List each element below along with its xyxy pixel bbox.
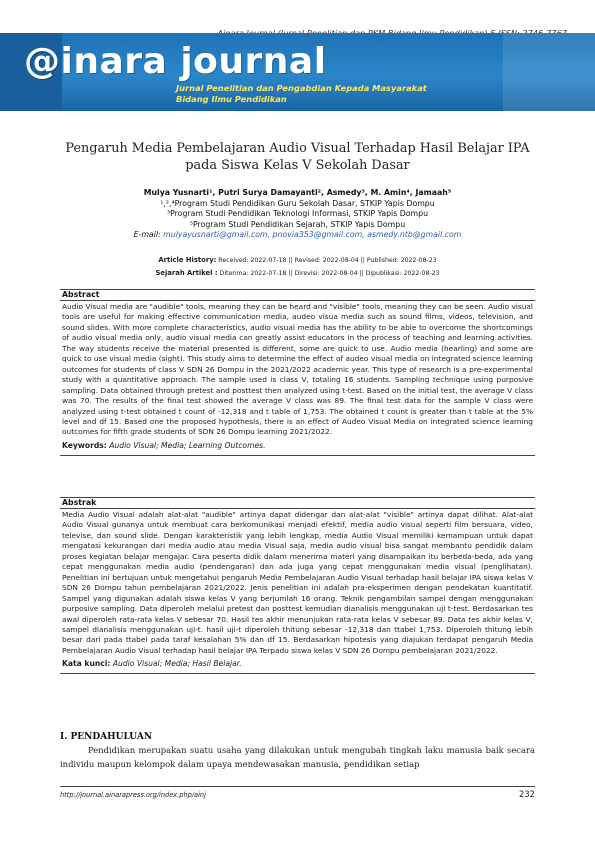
sejarah-artikel-line (60, 267, 535, 280)
footer-url[interactable]: http://journal.ainarapress.org/index.php/ainj (60, 791, 206, 799)
affiliation-1: ¹,²,⁴Program Studi Pendidikan Guru Sekolah Dasar, STKIP Yapis Dompu (160, 198, 435, 208)
email-line (50, 230, 545, 241)
sejarah-artikel-label: Sejarah Artikel : (155, 269, 218, 277)
author-block (50, 188, 545, 241)
author-names: Mulya Yusnarti¹, Putri Surya Damayanti², Asmedy³, M. Amin⁴, Jamaah⁵ (143, 188, 452, 197)
keywords-label: Keywords: (62, 440, 107, 450)
banner-subtitle-line1: Jurnal Penelitian dan Pengabdian Kepada Masyarakat (176, 83, 427, 93)
article-history-dates: Received: 2022-07-18 || Revised: 2022-08-04 || Published: 2022-08-23 (216, 257, 437, 264)
article-history-line (60, 254, 535, 267)
intro-paragraph (60, 744, 535, 771)
paper-title (60, 140, 535, 174)
abstract-indonesian (60, 497, 535, 674)
page-number: 232 (519, 789, 535, 799)
section-heading-pendahuluan: I. PENDAHULUAN (60, 732, 153, 742)
abstract-body: Audio Visual media are "audible" tools, meaning they can be heard and "visible" tools, meaning they can be seen. Audio visual tools are useful for making effective communication media, audeo visua media such as sound films, videos, television, and sound slides. With more complete characteristics, audio visual media has the ability to be able to overcome the shortcomings of audio visual media only, audio visual media can greatly assist educators in the process of teaching and learning activities. The way students receive the material presented is different, some are quick to use. Audio media (hearling) and some are quick to use visual media (sight). This study aims to determine the effect of audeo visual media on integrated science learning outcomes for students of class V SDN 26 Dompu in the 2021/2022 academic year. This type of research is a pre-experimental study with a quantitative approach. The sample used is class V, totaling 16 students. Sampling technique using purposive sampling. Data obtained through pretest and posttest then analyzed using t-test. Based on the initial test, the average V class was 70. The results of the final test showed the average V class was 89. The final test data for the sample V class were analyzed using t-test obtained t count of -12,318 and t table of 1,753. The obtained t count is greater than t table at the 5% level and df 15. Based one the proposed hypothesis, there is an effect of Audeo Visual Media on integrated science learning outcomes for fifth grade students of SDN 26 Dompu learning 2021/2022. (62, 302, 533, 437)
article-history (60, 254, 535, 280)
article-history-label: Article History: (158, 256, 217, 264)
kata-kunci (60, 656, 535, 673)
banner-subtitle-line2: Bidang Ilmu Pendidikan (176, 94, 287, 104)
email-links[interactable]: mulyayusnarti@gmail.com, pnovia353@gmail.com, asmedy.ntb@gmail.com (163, 230, 462, 239)
kata-kunci-text: Audio Visual; Media; Hasil Belajar. (110, 659, 242, 669)
email-label: E-mail: (133, 230, 164, 239)
kata-kunci-label: Kata kunci: (62, 659, 111, 669)
intro-paragraph-text: Pendidikan merupakan suatu usaha yang dilakukan untuk mengubah tingkah laku manusia baik secara individu maupun kelompok dalam upaya mendewasakan manusia, pendidikan setiap (60, 745, 535, 769)
abstrak-heading: Abstrak (60, 498, 535, 509)
keywords-text: Audio Visual; Media; Learning Outcomes. (106, 440, 266, 450)
paper-title-line1: Pengaruh Media Pembelajaran Audio Visual Terhadap Hasil Belajar IPA (65, 141, 530, 156)
keywords (60, 438, 535, 455)
banner-subtitle (176, 83, 427, 105)
paper-title-line2: pada Siswa Kelas V Sekolah Dasar (185, 158, 410, 173)
abstract-english (60, 289, 535, 456)
journal-logo: @inara journal (24, 41, 327, 82)
banner-accent-right (503, 33, 595, 111)
affiliation-3: ⁵Program Studi Pendidikan Sejarah, STKIP Yapis Dompu (189, 219, 406, 229)
sejarah-artikel-dates: Diterima: 2022-07-18 || Direvisi: 2022-08-04 || Dipublikasi: 2022-08-23 (217, 270, 440, 277)
abstrak-body: Media Audio Visual adalah alat-alat "audible" artinya dapat didengar dan alat-alat "visible" artinya dapat dilihat. Alat-alat Audio Visual gunanya untuk membuat cara berkomunikasi menjadi efektif, media audio visual seperti film bersuara, video, televise, dan sound slide. Dengan karakteristik yang lebih lengkap, media Audio Visual memiliki kemampuan untuk dapat mengatasi kekurangan dari media audio atau media Visual saja, media audio visual bisa sangat membantu pendidik dalam proses kegiatan belajar mengajar. Cara peserta didik dalam menerima materi yang disampaikan itu berbeda-beda, ada yang cepat menggunakan media audio (pendengaran) dan ada juga yang cepat menggunakan media visual (penglihatan). Penelitian ini bertujuan untuk mengetahui pengaruh Media Pembelajaran Audio Visual terhadap hasil belajar IPA siswa kelas V SDN 26 Dompu tahun pembelajaran 2021/2022. Jenis penelitian ini adalah pra-eksperimen dengan pendekatan kuantitatif. Sampel yang digunakan adalah siswa kelas V yang berjumlah 16 orang. Teknik pengambilan sampel dengan menggunakan purposive sampling. Data diperoleh melalui pretest dan posttest kemudian dianalisis menggunakan uji t-test. Berdasarkan tes awal diperoleh rata-rata kelas V sebesar 70. Hasil tes akhir menunjukan rata-rata kelas V sebesar 89. Data tes akhir kelas V, sampel dianalisis menggunakan uji-t. hasil uji-t diperoleh thitung sebesar -12,318 dan ttabel 1,753. Diperoleh thitung lebih besar dari pada ttabel pada taraf kesalahan 5% dan df 15. Berdasarkan hipotesis yang diajukan terdapat pengaruh Media Pembelajaran Audio Visual terhadap hasil belajar IPA Terpadu siswa kelas V SDN 26 Dompu pembelajaran 2021/2022. (62, 510, 533, 655)
journal-banner (0, 33, 595, 111)
footer-rule (60, 786, 535, 787)
abstract-heading: Abstract (60, 290, 535, 301)
affiliation-2: ³Program Studi Pendidikan Teknologi Informasi, STKIP Yapis Dompu (166, 209, 429, 218)
